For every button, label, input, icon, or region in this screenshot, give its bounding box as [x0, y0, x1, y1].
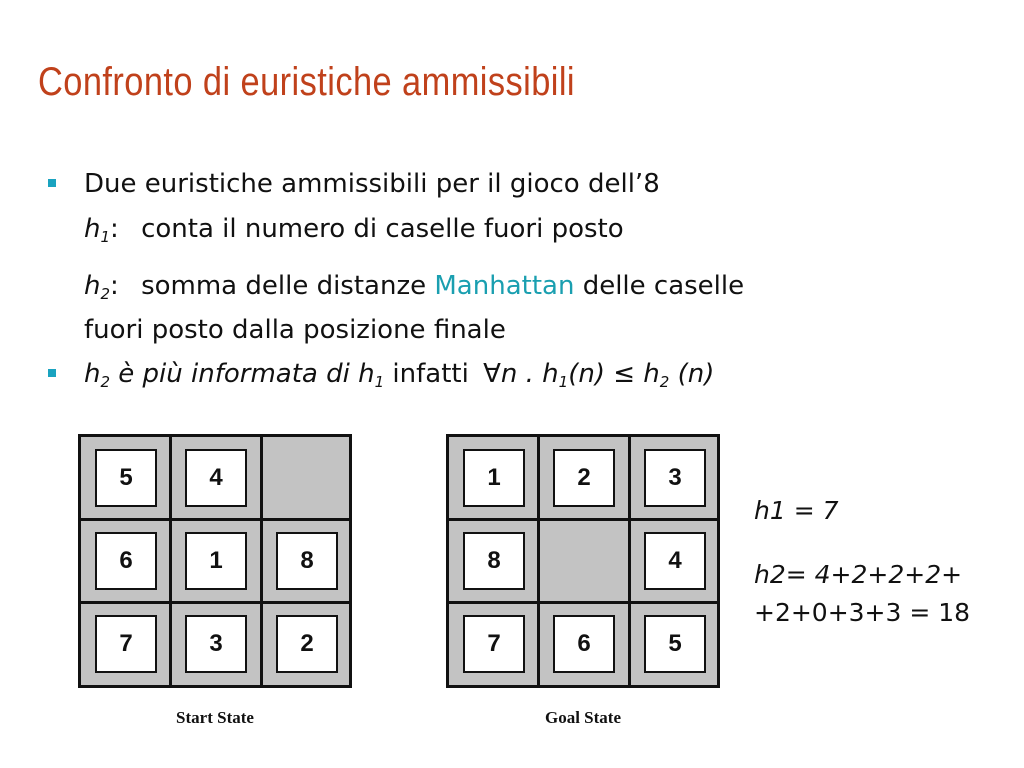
goal-state-caption: Goal State	[544, 708, 622, 727]
puzzle-tile: 6	[553, 615, 615, 673]
h2-definition-cont	[40, 312, 980, 348]
h2-description-c: fuori posto dalla posizione finale	[84, 315, 506, 345]
leq-symbol: ≤	[613, 359, 636, 389]
goal-state-board	[446, 434, 720, 688]
h1-symbol: $h_1$	[84, 214, 111, 246]
inequality-rhs: $h_2$ (n)	[635, 359, 715, 391]
puzzle-tile: 7	[95, 615, 157, 673]
infatti-word: infatti	[384, 359, 478, 389]
h2-description-a: somma delle distanze	[141, 271, 435, 301]
puzzle-tile: 2	[276, 615, 338, 673]
puzzle-tile: 5	[95, 449, 157, 507]
h2-symbol: $h_2$	[84, 271, 111, 303]
bullet-item-1	[40, 162, 980, 207]
forall-symbol: ∀	[483, 359, 501, 389]
bullet-list	[40, 162, 980, 405]
puzzle-tile: 3	[185, 615, 247, 673]
h2-value-line1: h2= 4+2+2+2+	[754, 560, 963, 589]
puzzle-tile: 6	[95, 532, 157, 590]
bullet-1-text: Due euristiche ammissibili per il gioco dell’8	[84, 169, 660, 199]
h2-value-line2: +2+0+3+3 = 18	[754, 598, 971, 627]
h1-definition	[40, 207, 980, 260]
h2-definition	[40, 260, 980, 312]
puzzle-tile: 1	[185, 532, 247, 590]
puzzle-tile: 8	[276, 532, 338, 590]
h2-informed: $h_2$ è più informata di $h_1$	[84, 359, 385, 391]
start-state-puzzle	[78, 434, 352, 688]
start-state-board	[78, 434, 352, 688]
puzzle-tile: 4	[644, 532, 706, 590]
puzzle-tile: 8	[463, 532, 525, 590]
h1-colon: :	[110, 214, 119, 244]
puzzle-tile: 7	[463, 615, 525, 673]
puzzle-tile: 4	[185, 449, 247, 507]
goal-state-puzzle	[446, 434, 720, 688]
puzzle-tile: 5	[644, 615, 706, 673]
puzzle-tile: 2	[553, 449, 615, 507]
bullet-square-icon	[48, 179, 56, 187]
start-state-caption: Start State	[176, 708, 254, 727]
puzzle-tile: 3	[644, 449, 706, 507]
manhattan-term: Manhattan	[434, 271, 575, 301]
h2-description-b: delle caselle	[574, 271, 745, 301]
inequality-expr: n . $h_1(n)$	[500, 359, 614, 391]
h1-value: h1 = 7	[754, 496, 839, 525]
h1-description: conta il numero di caselle fuori posto	[141, 214, 624, 244]
h2-colon: :	[110, 271, 119, 301]
bullet-square-icon	[48, 369, 56, 377]
slide-title: Confronto di euristiche ammissibili	[38, 60, 575, 104]
puzzle-tile: 1	[463, 449, 525, 507]
bullet-item-2	[40, 352, 980, 405]
